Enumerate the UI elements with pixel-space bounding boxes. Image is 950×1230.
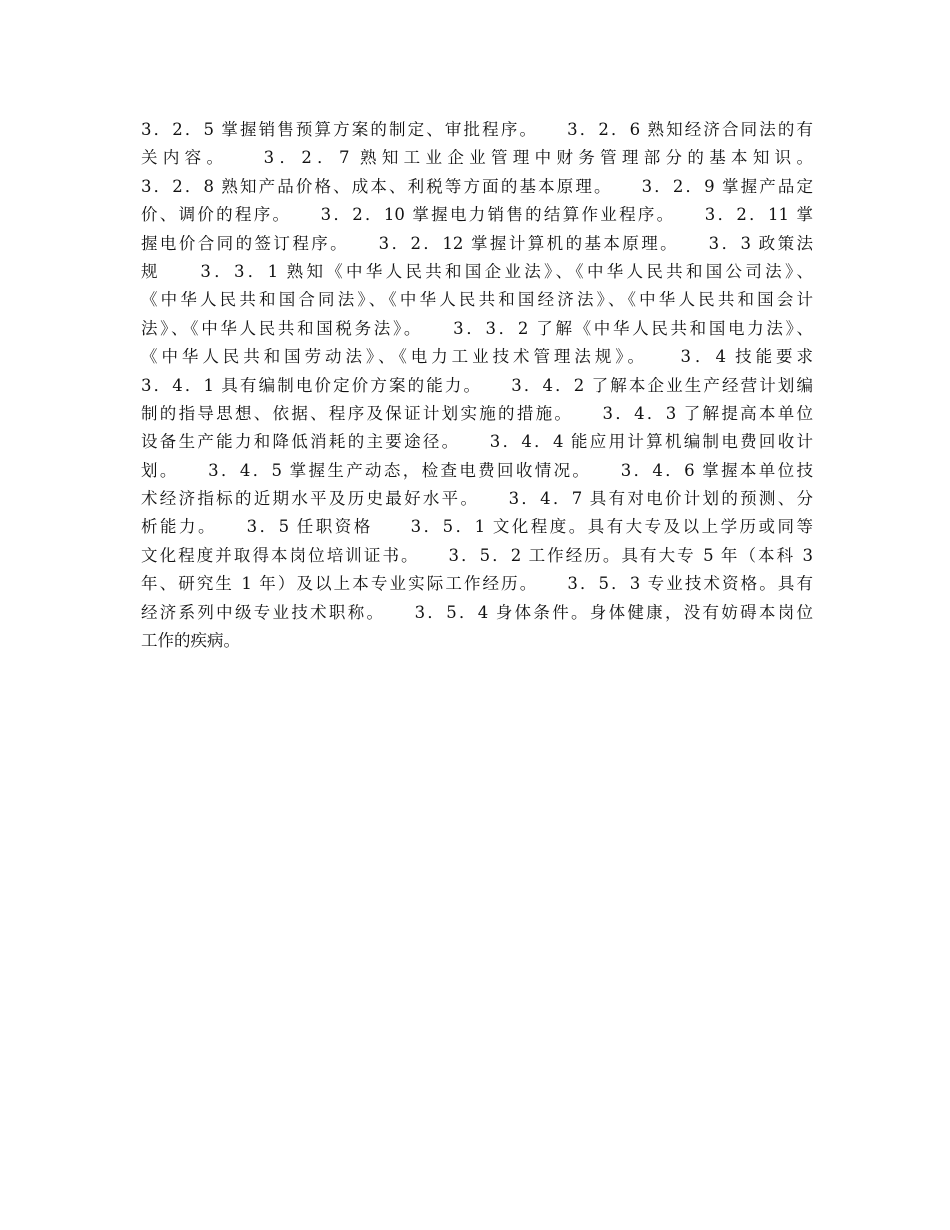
text-line-11: 制的指导思想、依据、程序及保证计划实施的措施。 3．4．3 了解提高本单位 [141,403,813,423]
text-line-7: 《中华人民共和国合同法》、《中华人民共和国经济法》、《中华人民共和国会计 [141,290,813,310]
text-line-16: 文化程度并取得本岗位培训证书。 3．5．2 工作经历。具有大专 5 年（本科 3 [141,545,813,565]
text-line-13: 划。 3．4．5 掌握生产动态，检查电费回收情况。 3．4．6 掌握本单位技 [141,460,813,480]
text-line-12: 设备生产能力和降低消耗的主要途径。 3．4．4 能应用计算机编制电费回收计 [141,432,813,452]
text-line-10: 3．4．1 具有编制电价定价方案的能力。 3．4．2 了解本企业生产经营计划编 [141,375,813,395]
text-line-1: 3．2．5 掌握销售预算方案的制定、审批程序。 3．2．6 熟知经济合同法的有 [141,120,813,139]
text-line-4: 价、调价的程序。 3．2．10 掌握电力销售的结算作业程序。 3．2．11 掌 [141,205,813,225]
text-line-2: 关内容。 3．2．7 熟知工业企业管理中财务管理部分的基本知识。 [141,148,813,168]
text-line-6: 规 3．3．1 熟知《中华人民共和国企业法》、《中华人民共和国公司法》、 [141,261,813,281]
text-line-5: 握电价合同的签订程序。 3．2．12 掌握计算机的基本原理。 3．3 政策法 [141,233,813,253]
text-line-15: 析能力。 3．5 任职资格 3．5．1 文化程度。具有大专及以上学历或同等 [141,517,813,537]
text-line-18: 经济系列中级专业技术职称。 3．5．4 身体条件。身体健康，没有妨碍本岗位 [141,602,813,622]
text-line-14: 术经济指标的近期水平及历史最好水平。 3．4．7 具有对电价计划的预测、分 [141,489,813,509]
text-line-8: 法》、《中华人民共和国税务法》。 3．3．2 了解《中华人民共和国电力法》、 [141,318,813,338]
text-line-19: 工作的疾病。 [141,631,240,651]
text-line-3: 3．2．8 熟知产品价格、成本、利税等方面的基本原理。 3．2．9 掌握产品定 [141,176,813,196]
text-line-17: 年、研究生 1 年）及以上本专业实际工作经历。 3．5．3 专业技术资格。具有 [141,574,813,594]
body-paragraph [141,116,813,655]
text-line-9: 《中华人民共和国劳动法》、《电力工业技术管理法规》。 3．4 技能要求 [141,347,813,367]
